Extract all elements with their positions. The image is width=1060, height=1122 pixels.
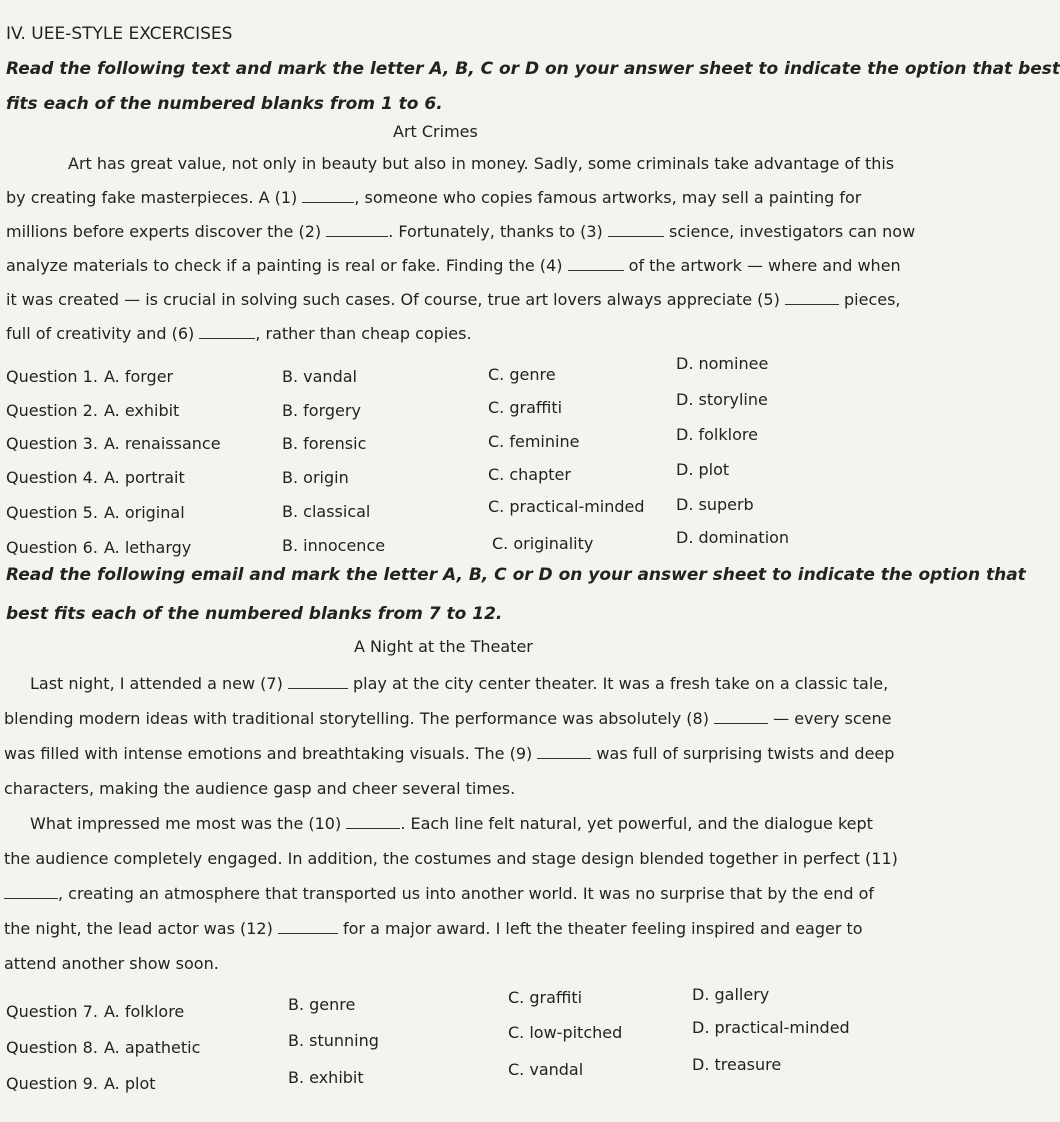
option-b[interactable]: B. forensic	[282, 434, 367, 453]
passage-2-line: , creating an atmosphere that transported us into another world. It was no surprise that by the end of	[4, 876, 928, 911]
passage-2-line: blending modern ideas with traditional storytelling. The performance was absolutely (8) — every scene	[4, 709, 892, 728]
option-d[interactable]: D. folklore	[676, 425, 758, 444]
blank-7[interactable]	[288, 674, 348, 689]
blank-3[interactable]	[608, 222, 664, 237]
option-b[interactable]: B. vandal	[282, 367, 357, 386]
passage-2-line: was filled with intense emotions and breathtaking visuals. The (9) was full of surprising twists and deep	[4, 744, 895, 763]
option-a[interactable]: A. forger	[104, 367, 174, 386]
passage-1-line: by creating fake masterpieces. A (1) , someone who copies famous artworks, may sell a painting for	[6, 188, 862, 207]
blank-1[interactable]	[302, 188, 354, 203]
passage-1-line: millions before experts discover the (2) . Fortunately, thanks to (3) science, investigators can now	[6, 222, 916, 241]
option-c[interactable]: C. originality	[492, 534, 594, 553]
option-a[interactable]: A. portrait	[104, 468, 185, 487]
passage-2-line: Last night, I attended a new (7) play at the city center theater. It was a fresh take on a classic tale,	[30, 674, 889, 693]
passage-2	[4, 666, 928, 981]
blank-10[interactable]	[346, 814, 400, 829]
passage-2-line: the night, the lead actor was (12) for a major award. I left the theater feeling inspired and eager to	[4, 919, 863, 938]
passage-2-line: What impressed me most was the (10) . Each line felt natural, yet powerful, and the dialogue kept	[30, 814, 873, 833]
option-d[interactable]: D. nominee	[676, 354, 769, 373]
blank-8[interactable]	[714, 709, 768, 724]
option-b[interactable]: B. forgery	[282, 401, 361, 420]
option-a[interactable]: A. exhibit	[104, 401, 180, 420]
blank-5[interactable]	[785, 290, 839, 305]
option-b[interactable]: B. classical	[282, 502, 371, 521]
option-b[interactable]: B. stunning	[288, 1031, 379, 1050]
instruction-2-line-2: best fits each of the numbered blanks from 7 to 12.	[6, 604, 503, 624]
passage-1-line: full of creativity and (6) , rather than cheap copies.	[6, 324, 472, 343]
option-a[interactable]: A. apathetic	[104, 1038, 201, 1057]
blank-11[interactable]	[4, 884, 58, 899]
option-c[interactable]: C. chapter	[488, 465, 571, 484]
option-c[interactable]: C. genre	[488, 365, 556, 384]
instruction-2-line-1: Read the following email and mark the letter A, B, C or D on your answer sheet to indicate the option that	[6, 565, 1026, 585]
option-d[interactable]: D. superb	[676, 495, 754, 514]
instruction-1-line-2: fits each of the numbered blanks from 1 to 6.	[6, 94, 443, 114]
option-d[interactable]: D. practical-minded	[692, 1018, 850, 1037]
option-d[interactable]: D. gallery	[692, 985, 770, 1004]
passage-2-line: attend another show soon.	[4, 954, 219, 973]
option-d[interactable]: D. storyline	[676, 390, 768, 409]
section-title: IV. UEE-STYLE EXCERCISES	[6, 24, 233, 44]
option-c[interactable]: C. graffiti	[488, 398, 563, 417]
question-label: Question 2.	[6, 401, 98, 420]
option-a[interactable]: A. plot	[104, 1074, 156, 1093]
passage-1-line: Art has great value, not only in beauty but also in money. Sadly, some criminals take advantage of this	[68, 154, 895, 173]
option-b[interactable]: B. innocence	[282, 536, 386, 555]
option-d[interactable]: D. treasure	[692, 1055, 782, 1074]
question-label: Question 9.	[6, 1074, 98, 1093]
blank-4[interactable]	[568, 256, 624, 271]
question-label: Question 5.	[6, 503, 98, 522]
passage-1	[6, 147, 926, 351]
option-a[interactable]: A. folklore	[104, 1002, 185, 1021]
passage-2-line: characters, making the audience gasp and cheer several times.	[4, 779, 516, 798]
blank-6[interactable]	[199, 324, 255, 339]
question-label: Question 3.	[6, 434, 98, 453]
passage-1-line: analyze materials to check if a painting is real or fake. Finding the (4) of the artwork — where and when	[6, 256, 901, 275]
passage-1-title: Art Crimes	[393, 122, 478, 141]
blank-12[interactable]	[278, 919, 338, 934]
option-c[interactable]: C. feminine	[488, 432, 580, 451]
option-b[interactable]: B. genre	[288, 995, 356, 1014]
option-c[interactable]: C. practical-minded	[488, 497, 645, 516]
option-a[interactable]: A. renaissance	[104, 434, 221, 453]
question-label: Question 7.	[6, 1002, 98, 1021]
passage-2-title: A Night at the Theater	[354, 637, 533, 656]
instruction-1-line-1: Read the following text and mark the letter A, B, C or D on your answer sheet to indicate the option that best	[6, 59, 1060, 79]
option-c[interactable]: C. vandal	[508, 1060, 584, 1079]
option-b[interactable]: B. origin	[282, 468, 349, 487]
blank-9[interactable]	[537, 744, 591, 759]
question-label: Question 1.	[6, 367, 98, 386]
option-b[interactable]: B. exhibit	[288, 1068, 364, 1087]
passage-1-line: it was created — is crucial in solving such cases. Of course, true art lovers always appreciate (5) pieces,	[6, 290, 901, 309]
option-c[interactable]: C. low-pitched	[508, 1023, 623, 1042]
passage-2-line: the audience completely engaged. In addition, the costumes and stage design blended together in perfect (11)	[4, 849, 898, 868]
question-label: Question 8.	[6, 1038, 98, 1057]
blank-2[interactable]	[326, 222, 388, 237]
option-d[interactable]: D. domination	[676, 528, 790, 547]
question-label: Question 4.	[6, 468, 98, 487]
option-a[interactable]: A. lethargy	[104, 538, 192, 557]
option-d[interactable]: D. plot	[676, 460, 730, 479]
option-a[interactable]: A. original	[104, 503, 185, 522]
question-label: Question 6.	[6, 538, 98, 557]
option-c[interactable]: C. graffiti	[508, 988, 583, 1007]
